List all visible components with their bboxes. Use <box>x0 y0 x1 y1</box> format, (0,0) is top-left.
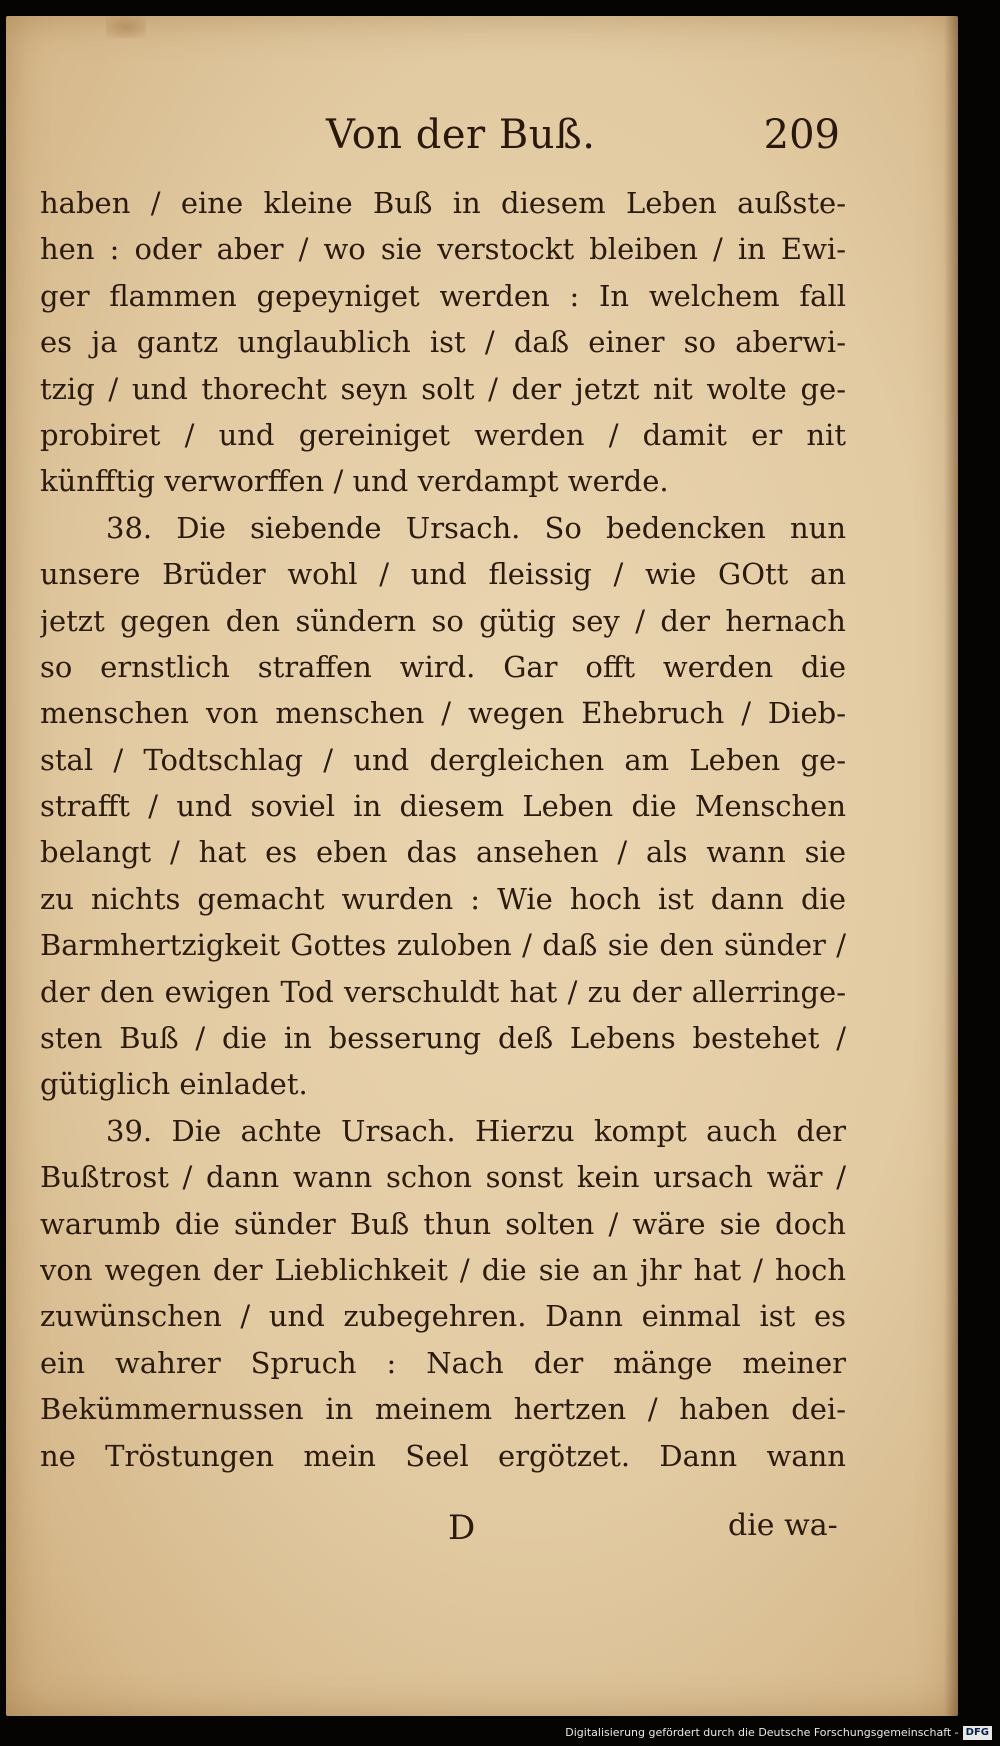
section-start-line: 38. Die siebende Ursach. So bedencken nun <box>106 510 846 545</box>
text-line: der den ewigen Tod verschuldt hat / zu der allerringe- <box>40 974 846 1009</box>
page-header <box>6 112 958 172</box>
text-line: sten Buß / die in besserung deß Lebens bestehet / <box>40 1021 846 1056</box>
text-line: ne Tröstungen mein Seel ergötzet. Dann wann <box>40 1438 846 1473</box>
text-line: menschen von menschen / wegen Ehebruch / Dieb- <box>40 696 846 731</box>
text-line: belangt / hat es eben das ansehen / als wann sie <box>40 835 846 870</box>
digitization-credit <box>565 1724 992 1742</box>
text-line: von wegen der Lieblichkeit / die sie an jhr hat / hoch <box>40 1252 846 1287</box>
text-line: Bekümmernussen in meinem hertzen / haben dei- <box>40 1392 846 1427</box>
text-line: probiret / und gereiniget werden / damit er nit <box>40 417 846 452</box>
text-line: ein wahrer Spruch : Nach der mänge meiner <box>40 1345 846 1380</box>
section-start-line: 39. Die achte Ursach. Hierzu kompt auch der <box>106 1113 846 1148</box>
text-line: gütiglich einladet. <box>40 1067 308 1102</box>
paper-stain <box>106 16 146 38</box>
text-line: so ernstlich straffen wird. Gar offt werden die <box>40 649 846 684</box>
text-line: zuwünschen / und zubegehren. Dann einmal ist es <box>40 1299 846 1334</box>
signature-line <box>6 1508 958 1558</box>
text-line: Bußtrost / dann wann schon sonst kein ursach wär / <box>40 1160 846 1195</box>
page-edge-shadow <box>944 16 958 1716</box>
text-line: hen : oder aber / wo sie verstockt bleiben / in Ewi- <box>40 232 846 267</box>
body-text <box>40 180 846 1479</box>
text-line: warumb die sünder Buß thun solten / wäre sie doch <box>40 1206 846 1241</box>
text-line: jetzt gegen den sündern so gütig sey / der hernach <box>40 603 846 638</box>
book-page <box>6 16 958 1716</box>
text-line: ger flammen gepeyniget werden : In welchem fall <box>40 278 846 313</box>
dfg-logo: DFG <box>963 1726 992 1740</box>
text-line: Barmhertzigkeit Gottes zuloben / daß sie den sünder / <box>40 928 846 963</box>
text-line: stal / Todtschlag / und dergleichen am Leben ge- <box>40 742 846 777</box>
credit-text: Digitalisierung gefördert durch die Deutsche Forschungsgemeinschaft - <box>565 1726 959 1739</box>
text-line: zu nichts gemacht wurden : Wie hoch ist dann die <box>40 881 846 916</box>
text-line: haben / eine kleine Buß in diesem Leben außste- <box>40 186 846 220</box>
text-line: tzig / und thorecht seyn solt / der jetzt nit wolte ge- <box>40 371 846 406</box>
text-line: strafft / und soviel in diesem Leben die Menschen <box>40 789 846 824</box>
catchword: die wa- <box>728 1508 838 1543</box>
page-number: 209 <box>763 112 840 158</box>
text-line: künfftig verworffen / und verdampt werde. <box>40 464 669 499</box>
text-line: unsere Brüder wohl / und fleissig / wie GOtt an <box>40 557 846 592</box>
text-line: es ja gantz unglaublich ist / daß einer so aberwi- <box>40 325 846 360</box>
signature-mark: D <box>448 1508 476 1548</box>
running-title: Von der Buß. <box>326 112 596 158</box>
